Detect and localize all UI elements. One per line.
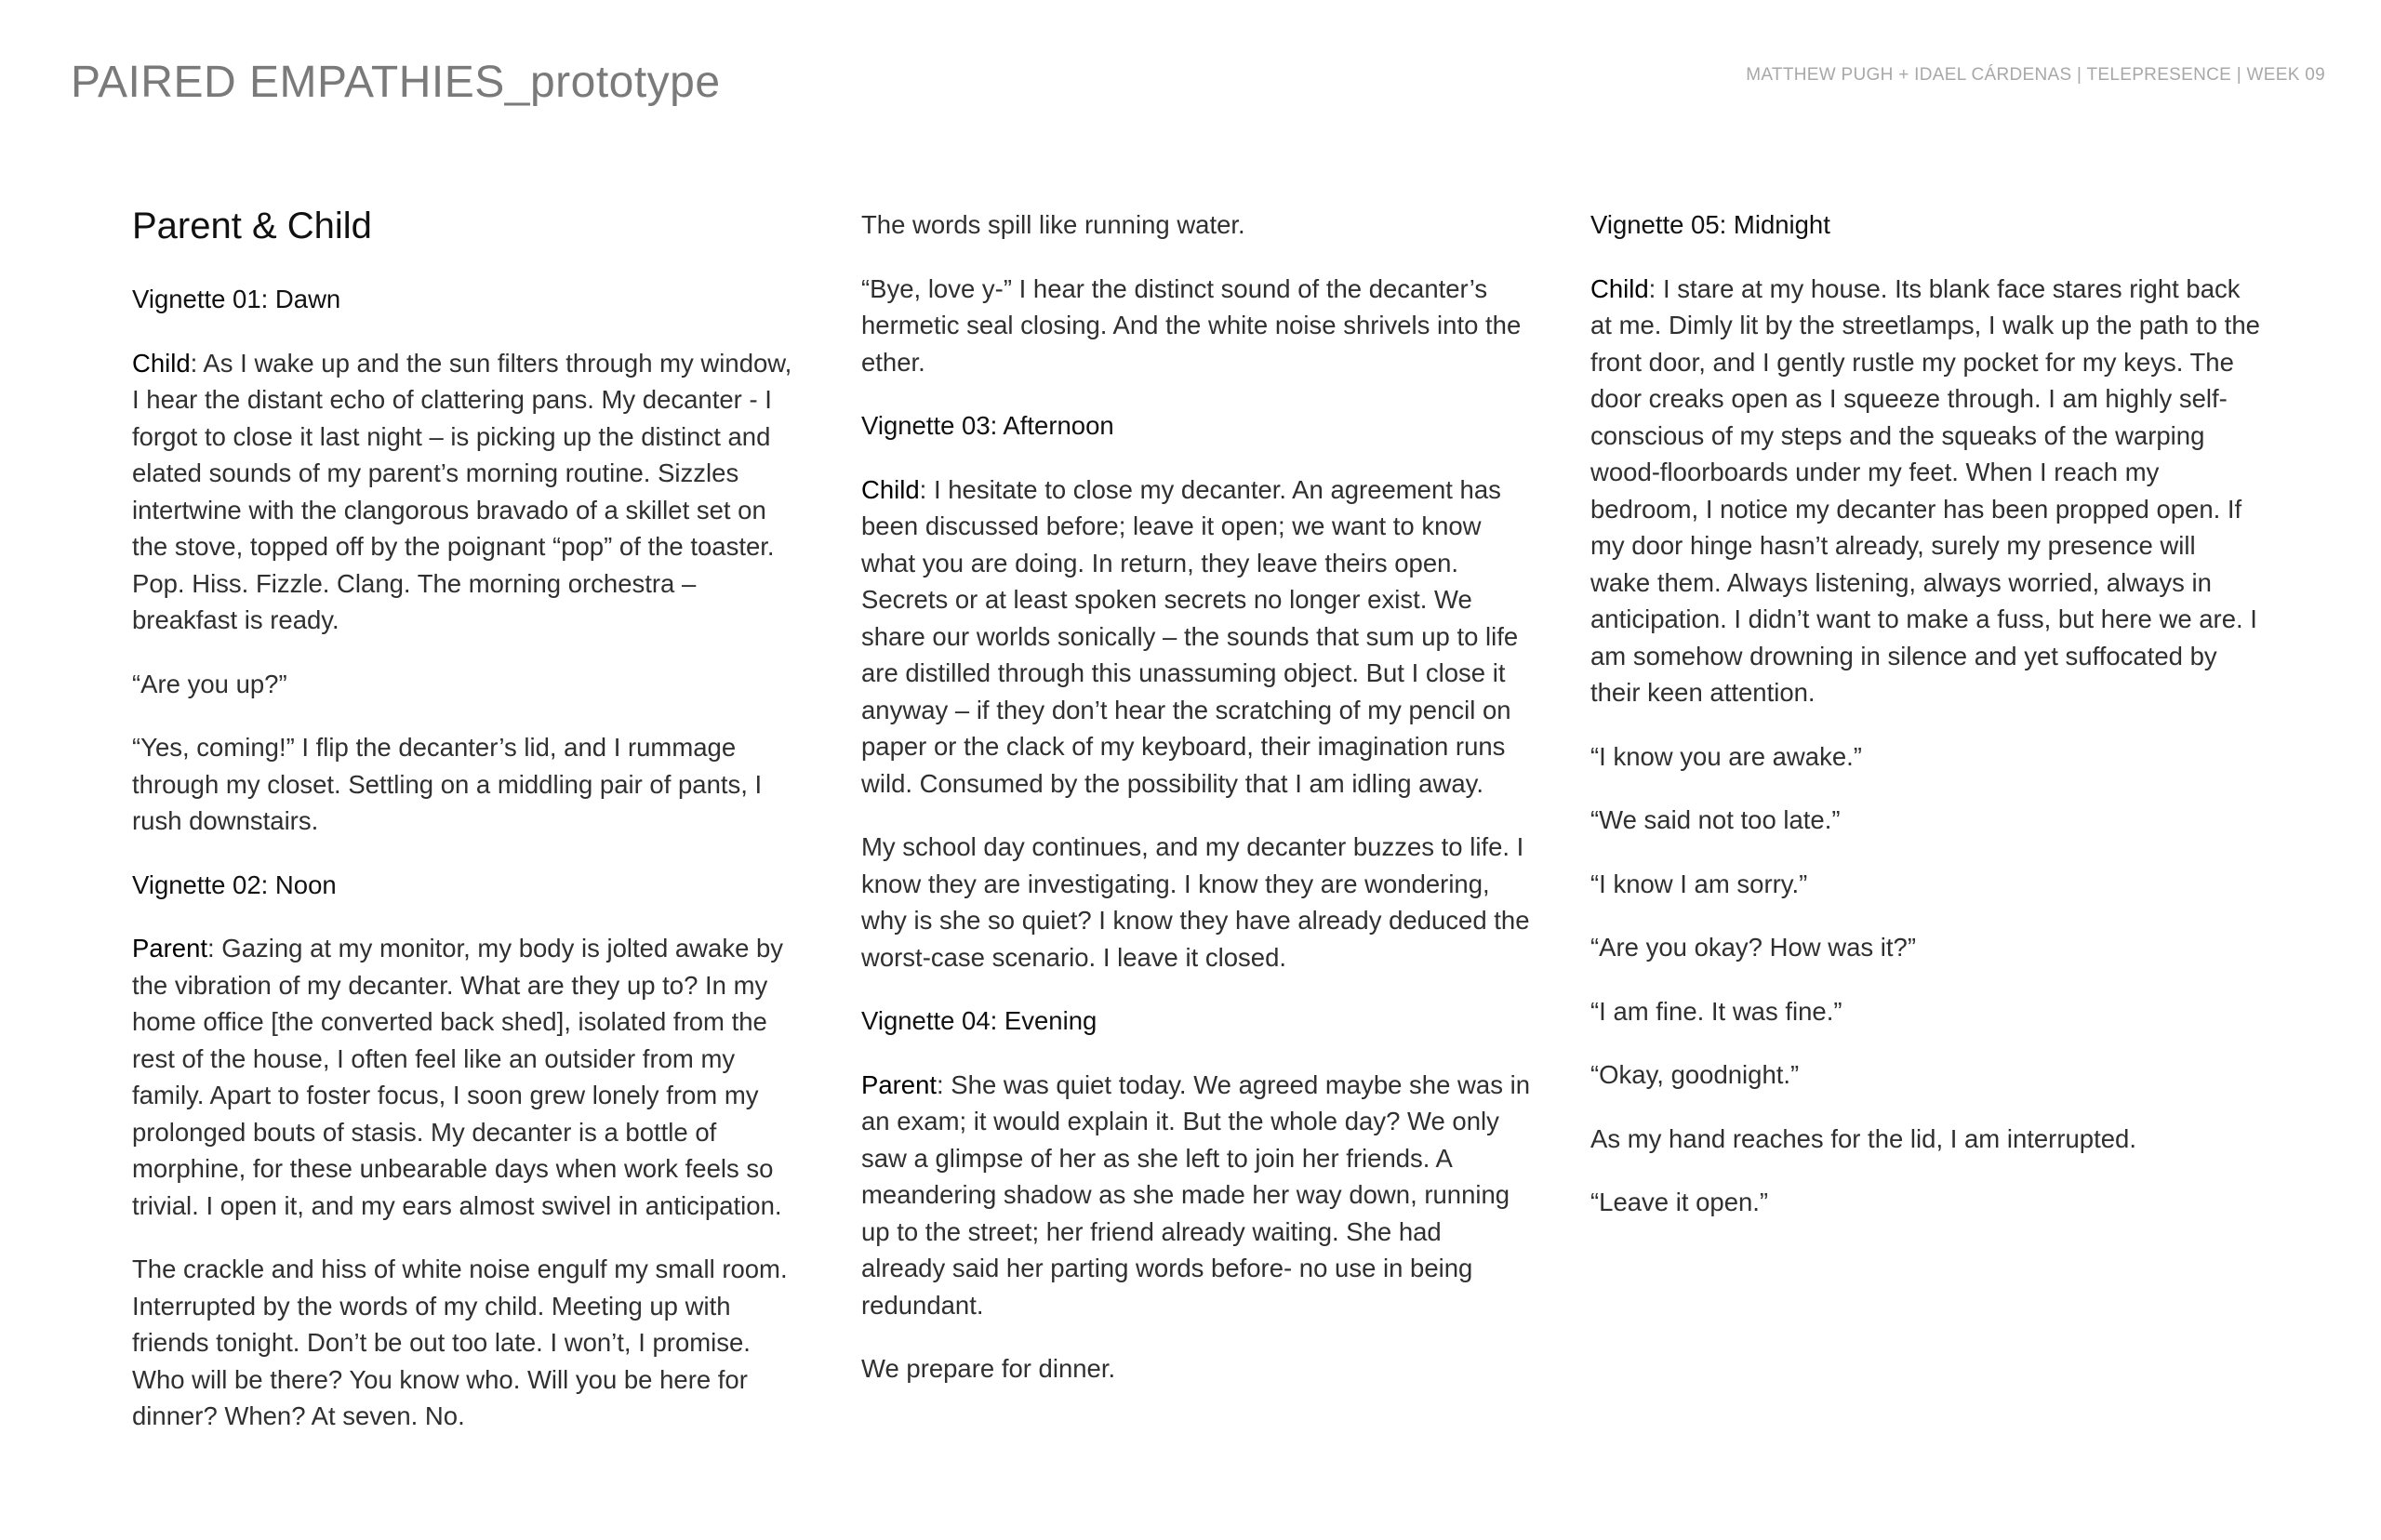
vignette-paragraph: The crackle and hiss of white noise engulf my small room. Interrupted by the words of my child. Meeting up with friends tonight. Don’t be out too late. I won’t, I promise. Who will be there? You know who. Will you be here for dinner? When? At seven. No.: [132, 1255, 788, 1430]
speaker-label: Child: [861, 474, 920, 504]
vignette-05: [1590, 206, 2260, 1221]
vignette-paragraph: “Yes, coming!” I flip the decanter’s lid, and I rummage through my closet. Settling on a middling pair of pants, I rush downstairs.: [132, 733, 763, 835]
paragraph-text: : She was quiet today. We agreed maybe she was in an exam; it would explain it. But the whole day? We only saw a glimpse of her as she left to join her friends. A meandering shadow as she made her way down, running up to the street; her friend already waiting. She had already said her parting words before- no use in being redundant.: [861, 1069, 1530, 1320]
vignette-02-continued: [861, 206, 1531, 380]
column-1: [132, 203, 802, 1462]
vignette-paragraph: [861, 1067, 1531, 1324]
vignette-paragraph: “Bye, love y-” I hear the distinct sound of the decanter’s hermetic seal closing. And the white noise shrivels into the ether.: [861, 273, 1522, 377]
page-title: PAIRED EMPATHIES_prototype: [71, 58, 721, 107]
dialogue-line: “We said not too late.”: [1590, 805, 1841, 834]
vignette-paragraph: The words spill like running water.: [861, 210, 1245, 239]
dialogue-line: “Okay, goodnight.”: [1590, 1060, 1800, 1089]
vignette-title: Vignette 02: Noon: [132, 870, 337, 899]
paragraph-text: : I hesitate to close my decanter. An agreement has been discussed before; leave it open; we want to know what you are doing. In return, they leave theirs open. Secrets or at least spoken secrets no longer exist. We share our worlds sonically – the sounds that sum up to life are distilled through this unassuming object. But I close it anyway – if they don’t hear the scratching of my pencil on paper or the clack of my keyboard, their imagination runs wild. Consumed by the possibility that I am idling away.: [861, 474, 1519, 798]
vignette-title: Vignette 03: Afternoon: [861, 411, 1114, 440]
vignette-01: [132, 281, 802, 840]
vignette-paragraph: [132, 930, 802, 1224]
dialogue-line: “Are you up?”: [132, 669, 287, 698]
dialogue-line: “I am fine. It was fine.”: [1590, 996, 1842, 1026]
vignette-paragraph: As my hand reaches for the lid, I am interrupted.: [1590, 1123, 2136, 1153]
paragraph-text: : Gazing at my monitor, my body is jolted awake by the vibration of my decanter. What are they up to? In my home office [the converted back shed], isolated from the rest of the house, I often feel like an outsider from my family. Apart to foster focus, I soon grew lonely from my prolonged bouts of stasis. My decanter is a bottle of morphine, for these unbearable days when work feels so trivial. I open it, and my ears almost swivel in anticipation.: [132, 934, 784, 1220]
vignette-paragraph: [132, 345, 802, 639]
vignette-paragraph: We prepare for dinner.: [861, 1354, 1116, 1383]
column-3: [1590, 206, 2260, 1248]
dialogue-line: “Are you okay? How was it?”: [1590, 933, 1916, 962]
dialogue-line: “I know I am sorry.”: [1590, 869, 1808, 898]
vignette-title: Vignette 04: Evening: [861, 1006, 1097, 1035]
speaker-label: Parent: [861, 1069, 938, 1099]
vignette-title: Vignette 01: Dawn: [132, 285, 341, 313]
vignette-02: [132, 867, 802, 1435]
speaker-label: Child: [1590, 273, 1649, 303]
vignette-03: [861, 407, 1531, 976]
dialogue-line: “I know you are awake.”: [1590, 741, 1862, 771]
vignette-paragraph: My school day continues, and my decanter buzzes to life. I know they are investigating. I know they are wondering, why is she so quiet? I know they have already deduced the worst-case scenario. I leave it closed.: [861, 832, 1530, 972]
dialogue-line: “Leave it open.”: [1590, 1188, 1769, 1216]
paragraph-text: : As I wake up and the sun filters through my window, I hear the distant echo of clattering pans. My decanter - I forgot to close it last night – is picking up the distinct and elated sounds of my parent’s morning routine. Sizzles intertwine with the clangorous bravado of a skillet set on the stove, topped off by the poignant “pop” of the toaster. Pop. Hiss. Fizzle. Clang. The morning orchestra – breakfast is ready.: [132, 348, 792, 634]
speaker-label: Child: [132, 348, 191, 378]
speaker-label: Parent: [132, 934, 208, 962]
vignette-paragraph: [1590, 271, 2260, 711]
paragraph-text: : I stare at my house. Its blank face stares right back at me. Dimly lit by the streetlamps, I walk up the path to the front door, and I gently rustle my pocket for my keys. The door creaks open as I squeeze through. I am highly self-conscious of my steps and the squeaks of the warping wood-floorboards under my feet. When I reach my bedroom, I notice my decanter has been propped open. If my door hinge hasn’t already, surely my presence will wake them. Always listening, always worried, always in anticipation. I didn’t want to make a fuss, but here we are. I am somehow drowning in silence and yet suffocated by their keen attention.: [1590, 273, 2260, 707]
column-2: [861, 206, 1531, 1414]
author-credit: MATTHEW PUGH + IDAEL CÁRDENAS | TELEPRESENCE | WEEK 09: [1746, 65, 2325, 85]
vignette-paragraph: [861, 471, 1531, 803]
vignette-04: [861, 1002, 1531, 1387]
vignette-title: Vignette 05: Midnight: [1590, 210, 1830, 239]
section-title: Parent & Child: [132, 206, 372, 246]
